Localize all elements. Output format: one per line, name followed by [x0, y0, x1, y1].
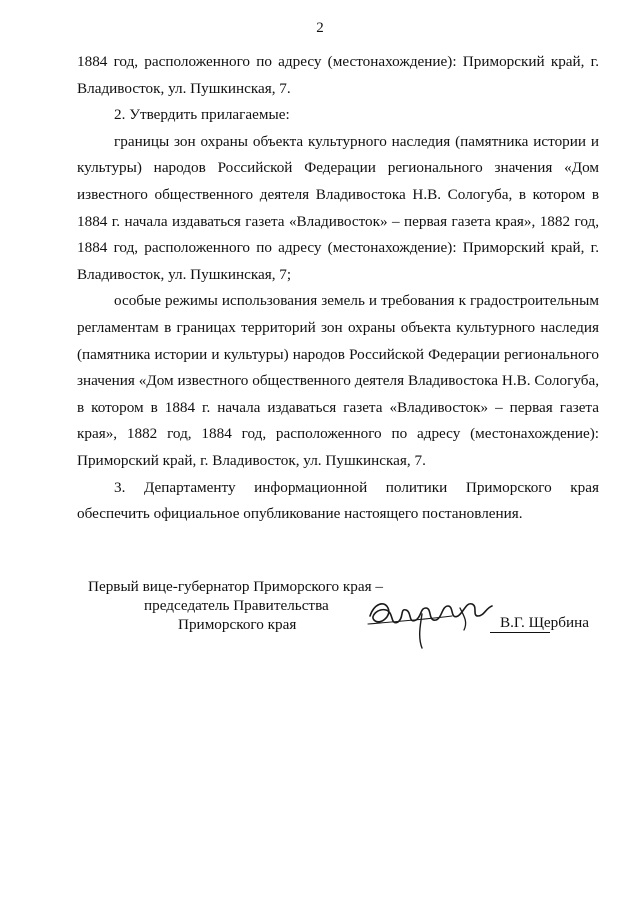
signature-block: [60, 578, 620, 668]
signatory-name: В.Г. Щербина: [500, 614, 589, 631]
paragraph-item-3: 3. Департаменту информационной политики Приморского края обеспечить официальное опубликование настоящего постановления.: [77, 478, 599, 523]
paragraph-zone-boundaries: границы зон охраны объекта культурного наследия (памятника истории и культуры) народов Российской Федерации регионального значения «Дом известного общественного деятеля Владивостока Н.В. Сологуба, в котором в 1884 г. начала издаваться газета «Владивосток» – первая газета края», 1882 год, 1884 год, расположенного по адресу (местонахождение): Приморский край, г. Владивосток, ул. Пушкинская, 7;: [77, 132, 599, 283]
signatory-title-line-1: Первый вице-губернатор Приморского края –: [88, 578, 383, 595]
document-body: [77, 49, 599, 528]
signatory-title-line-2: председатель Правительства: [144, 597, 329, 614]
paragraph-continuation: 1884 год, расположенного по адресу (местонахождение): Приморский край, г. Владивосток, ул. Пушкинская, 7.: [77, 53, 599, 97]
paragraph-item-2: 2. Утвердить прилагаемые:: [114, 106, 290, 124]
signature-underline: [490, 632, 550, 633]
signatory-title-line-3: Приморского края: [178, 616, 297, 633]
handwritten-signature: [360, 586, 510, 656]
paragraph-land-use-regimes: особые режимы использования земель и требования к градостроительным регламентам в границах территорий зон охраны объекта культурного наследия (памятника истории и культуры) народов Российской Федерации регионального значения «Дом известного общественного деятеля Владивостока Н.В. Сологуба, в котором в 1884 г. начала издаваться газета «Владивосток» – первая газета края», 1882 год, 1884 год, расположенного по адресу (местонахождение): Приморский край, г. Владивосток, ул. Пушкинская, 7.: [77, 292, 599, 469]
page-number: 2: [316, 20, 324, 36]
